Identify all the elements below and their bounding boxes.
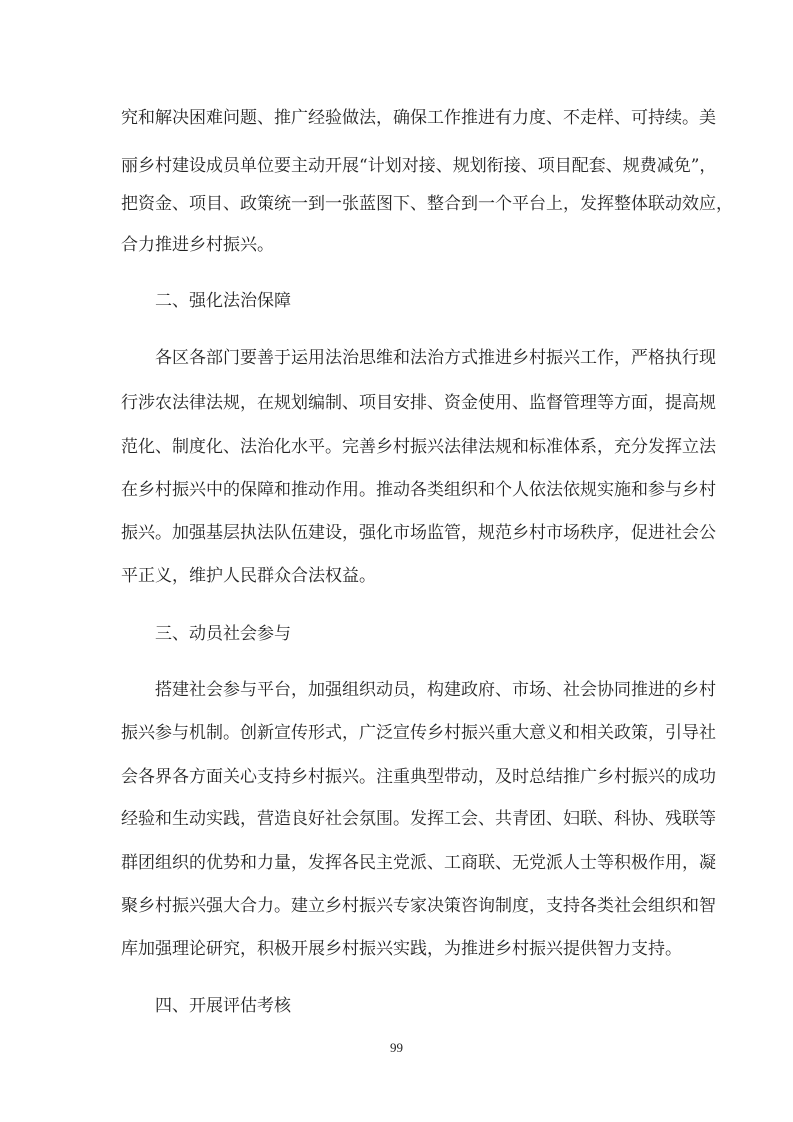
page-number: 99: [390, 1040, 403, 1055]
document-page: 究和解决困难问题、推广经验做法，确保工作推进有力度、不走样、可持续。美 丽乡村建设成员单位要主动开展“计划对接、规划衔接、项目配套、规费减免”， 把资金、项目、政策统一到一张蓝图下、整合到一个平台上，发挥整体联动效应， 合力推进乡村振兴。 二、强化法治保障 各区各部门要善于运用法治思维和法治方式推进乡村振兴工作，严格执行现 行涉农法律法规，在规划编制、项目安排、资金使用、监督管理等方面，提高规 范化、制度化、法治化水平。完善乡村振兴法律法规和标准体系，充分发挥立法 在乡村振兴中的保障和推动作用。推动各类组织和个人依法依规实施和参与乡村 振兴。加强基层执法队伍建设，强化市场监管，规范乡村市场秩序，促进社会公 平正义，维护人民群众合法权益。 三、动员社会参与 搭建社会参与平台，加强组织动员，构建政府、市场、社会协同推进的乡村 振兴参与机制。创新宣传形式，广泛宣传乡村振兴重大意义和相关政策，引导社 会各界各方面关心支持乡村振兴。注重典型带动，及时总结推广乡村振兴的成功 经验和生动实践，营造良好社会氛围。发挥工会、共青团、妇联、科协、残联等 群团组织的优势和力量，发挥各民主党派、工商联、无党派人士等积极作用，凝 聚乡村振兴强大合力。建立乡村振兴专家决策咨询制度，支持各类社会组织和智 库加强理论研究，积极开展乡村振兴实践，为推进乡村振兴提供智力支持。 四、开展评估考核 99: [0, 0, 793, 1122]
